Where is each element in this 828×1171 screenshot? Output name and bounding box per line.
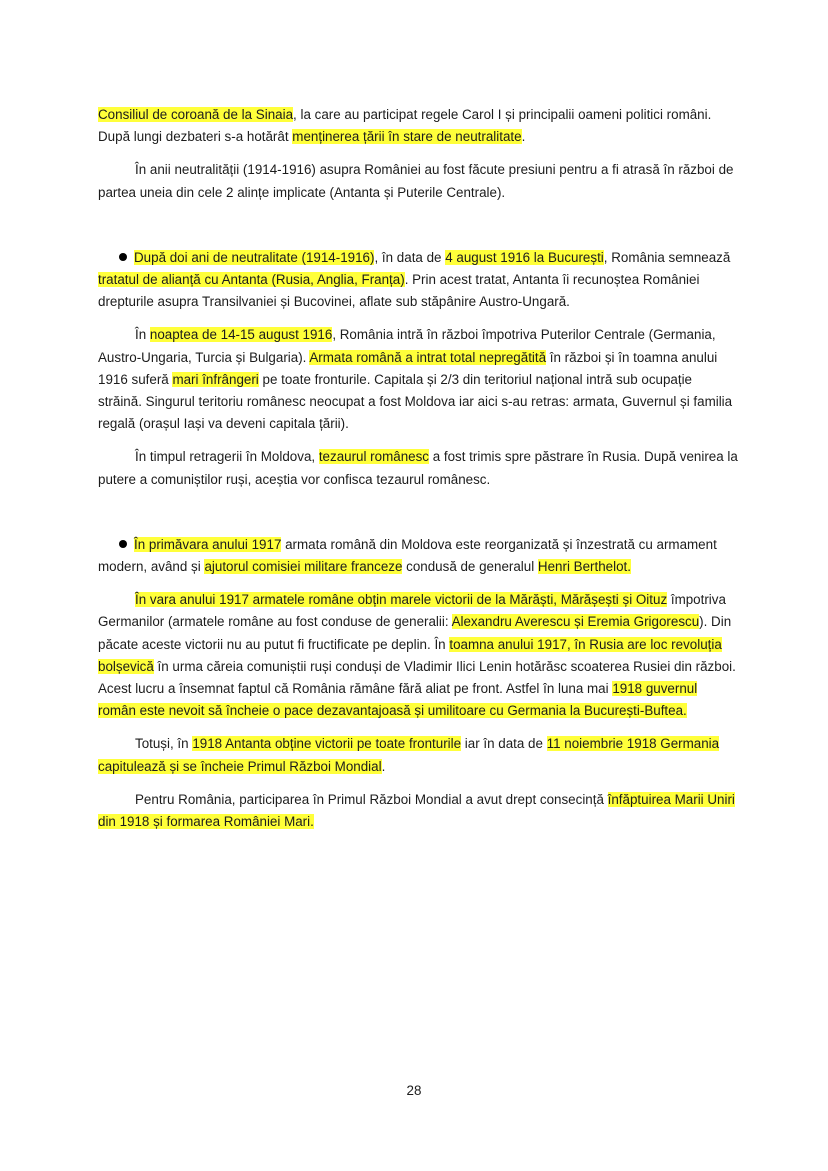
highlight: Consiliul de coroană de la Sinaia — [98, 107, 294, 122]
highlight: mari înfrângeri — [172, 371, 259, 387]
highlight: 1918 guvernul român este nevoit să încheie o pace dezavantajoasă și umilitoare cu Germania la București-Buftea. — [98, 681, 698, 719]
paragraph-victories-1917: În vara anului 1917 armatele române obțin marele victorii de la Mărăști, Mărășești și Oituz împotriva Germanilor (armatele române au fost conduse de generalii: Alexandru Averescu și Eremia Grigorescu). Din păcate aceste victorii nu au putut fi fructificate pe deplin. În toamna anului 1917, în Rusia are loc revoluția bolșevică în urma căreia comuniștii ruși conduși de Vladimir Ilici Lenin hotărăsc scoaterea Rusiei din război. Acest lucru a însemnat faptul că România rămâne fără aliat pe front. Astfel în luna mai 1918 guvernul român este nevoit să încheie o pace dezavantajoasă și umilitoare cu Germania la București-Buftea. — [98, 592, 736, 719]
bullet-icon — [119, 540, 127, 548]
document-page — [98, 104, 738, 833]
paragraph-war-entry: În noaptea de 14-15 august 1916, România intră în război împotriva Puterilor Centrale (Germania, Austro-Ungaria, Turcia și Bulgaria). Armata română a intrat total nepregătită în război și în toamna anului 1916 suferă mari înfrângeri pe toate fronturile. Capitala și 2/3 din teritoriul național intră sub ocupație străină. Singurul teritoriu românesc neocupat a fost Moldova iar aici s-au retras: armata, Guvernul și familia regală (orașul Iași va deveni capitala țării). — [98, 327, 733, 432]
highlight: În vara anului 1917 armatele române obțin marele victorii de la Mărăști, Mărășești și Oituz — [135, 592, 668, 608]
paragraph-alliance-treaty: După doi ani de neutralitate (1914-1916), în data de 4 august 1916 la București, România semnează tratatul de alianță cu Antanta (Rusia, Anglia, Franța). Prin acest tratat, Antanta îi recunoștea României drepturile asupra Transilvaniei și Bucovinei, aflate sub stăpânire Austro-Ungară. — [98, 249, 731, 310]
highlight: tezaurul românesc — [318, 449, 429, 465]
highlight: În primăvara anului 1917 — [134, 536, 282, 552]
highlight: tratatul de alianță cu Antanta (Rusia, Anglia, Franța) — [98, 272, 405, 288]
highlight: Alexandru Averescu și Eremia Grigorescu — [451, 614, 700, 630]
highlight: ajutorul comisiei militare franceze — [204, 559, 403, 575]
page-number: 28 — [406, 1083, 422, 1098]
highlight: menținerea țării în stare de neutralitate — [292, 129, 522, 145]
highlight: 4 august 1916 la București — [445, 249, 604, 265]
highlight: Henri Berthelot. — [537, 559, 631, 575]
paragraph-reorganization: În primăvara anului 1917 armata română din Moldova este reorganizată și înzestrată cu armament modern, având și ajutorul comisiei militare franceze condusă de generalul Henri Berthelot. — [98, 536, 717, 575]
paragraph-neutrality: În anii neutralității (1914-1916) asupra României au fost făcute presiuni pentru a fi atrasă în război de partea uneia din cele 2 alințe implicate (Antanta și Puterile Centrale). — [98, 162, 734, 200]
highlight: noaptea de 14-15 august 1916 — [149, 327, 333, 343]
bullet-icon — [119, 253, 127, 261]
paragraph-sinaia-council: Consiliul de coroană de la Sinaia, la care au participat regele Carol I și principalii oameni politici români. După lungi dezbateri s-a hotărât menținerea țării în stare de neutralitate. — [98, 107, 712, 145]
paragraph-treasury: În timpul retragerii în Moldova, tezaurul românesc a fost trimis spre păstrare în Rusia. După venirea la putere a comuniștilor ruși, aceștia vor confisca tezaurul românesc. — [98, 449, 738, 487]
highlight: 1918 Antanta obține victorii pe toate fronturile — [192, 736, 462, 752]
highlight: toamna anului 1917, în Rusia are loc revoluția bolșevică — [98, 636, 722, 674]
highlight: După doi ani de neutralitate (1914-1916) — [134, 249, 375, 265]
paragraph-great-union: Pentru România, participarea în Primul Război Mondial a avut drept consecință înfăptuirea Marii Uniri din 1918 și formarea României Mari. — [98, 791, 735, 830]
paragraph-armistice: Totuși, în 1918 Antanta obține victorii pe toate fronturile iar în data de 11 noiembrie 1918 Germania capitulează și se încheie Primul Război Mondial. — [98, 736, 720, 774]
highlight: Armata română a intrat total nepregătită — [309, 349, 547, 365]
highlight: înfăptuirea Marii Uniri din 1918 și formarea României Mari. — [98, 791, 735, 830]
highlight: 11 noiembrie 1918 Germania capitulează și se încheie Primul Război Mondial — [98, 736, 720, 774]
